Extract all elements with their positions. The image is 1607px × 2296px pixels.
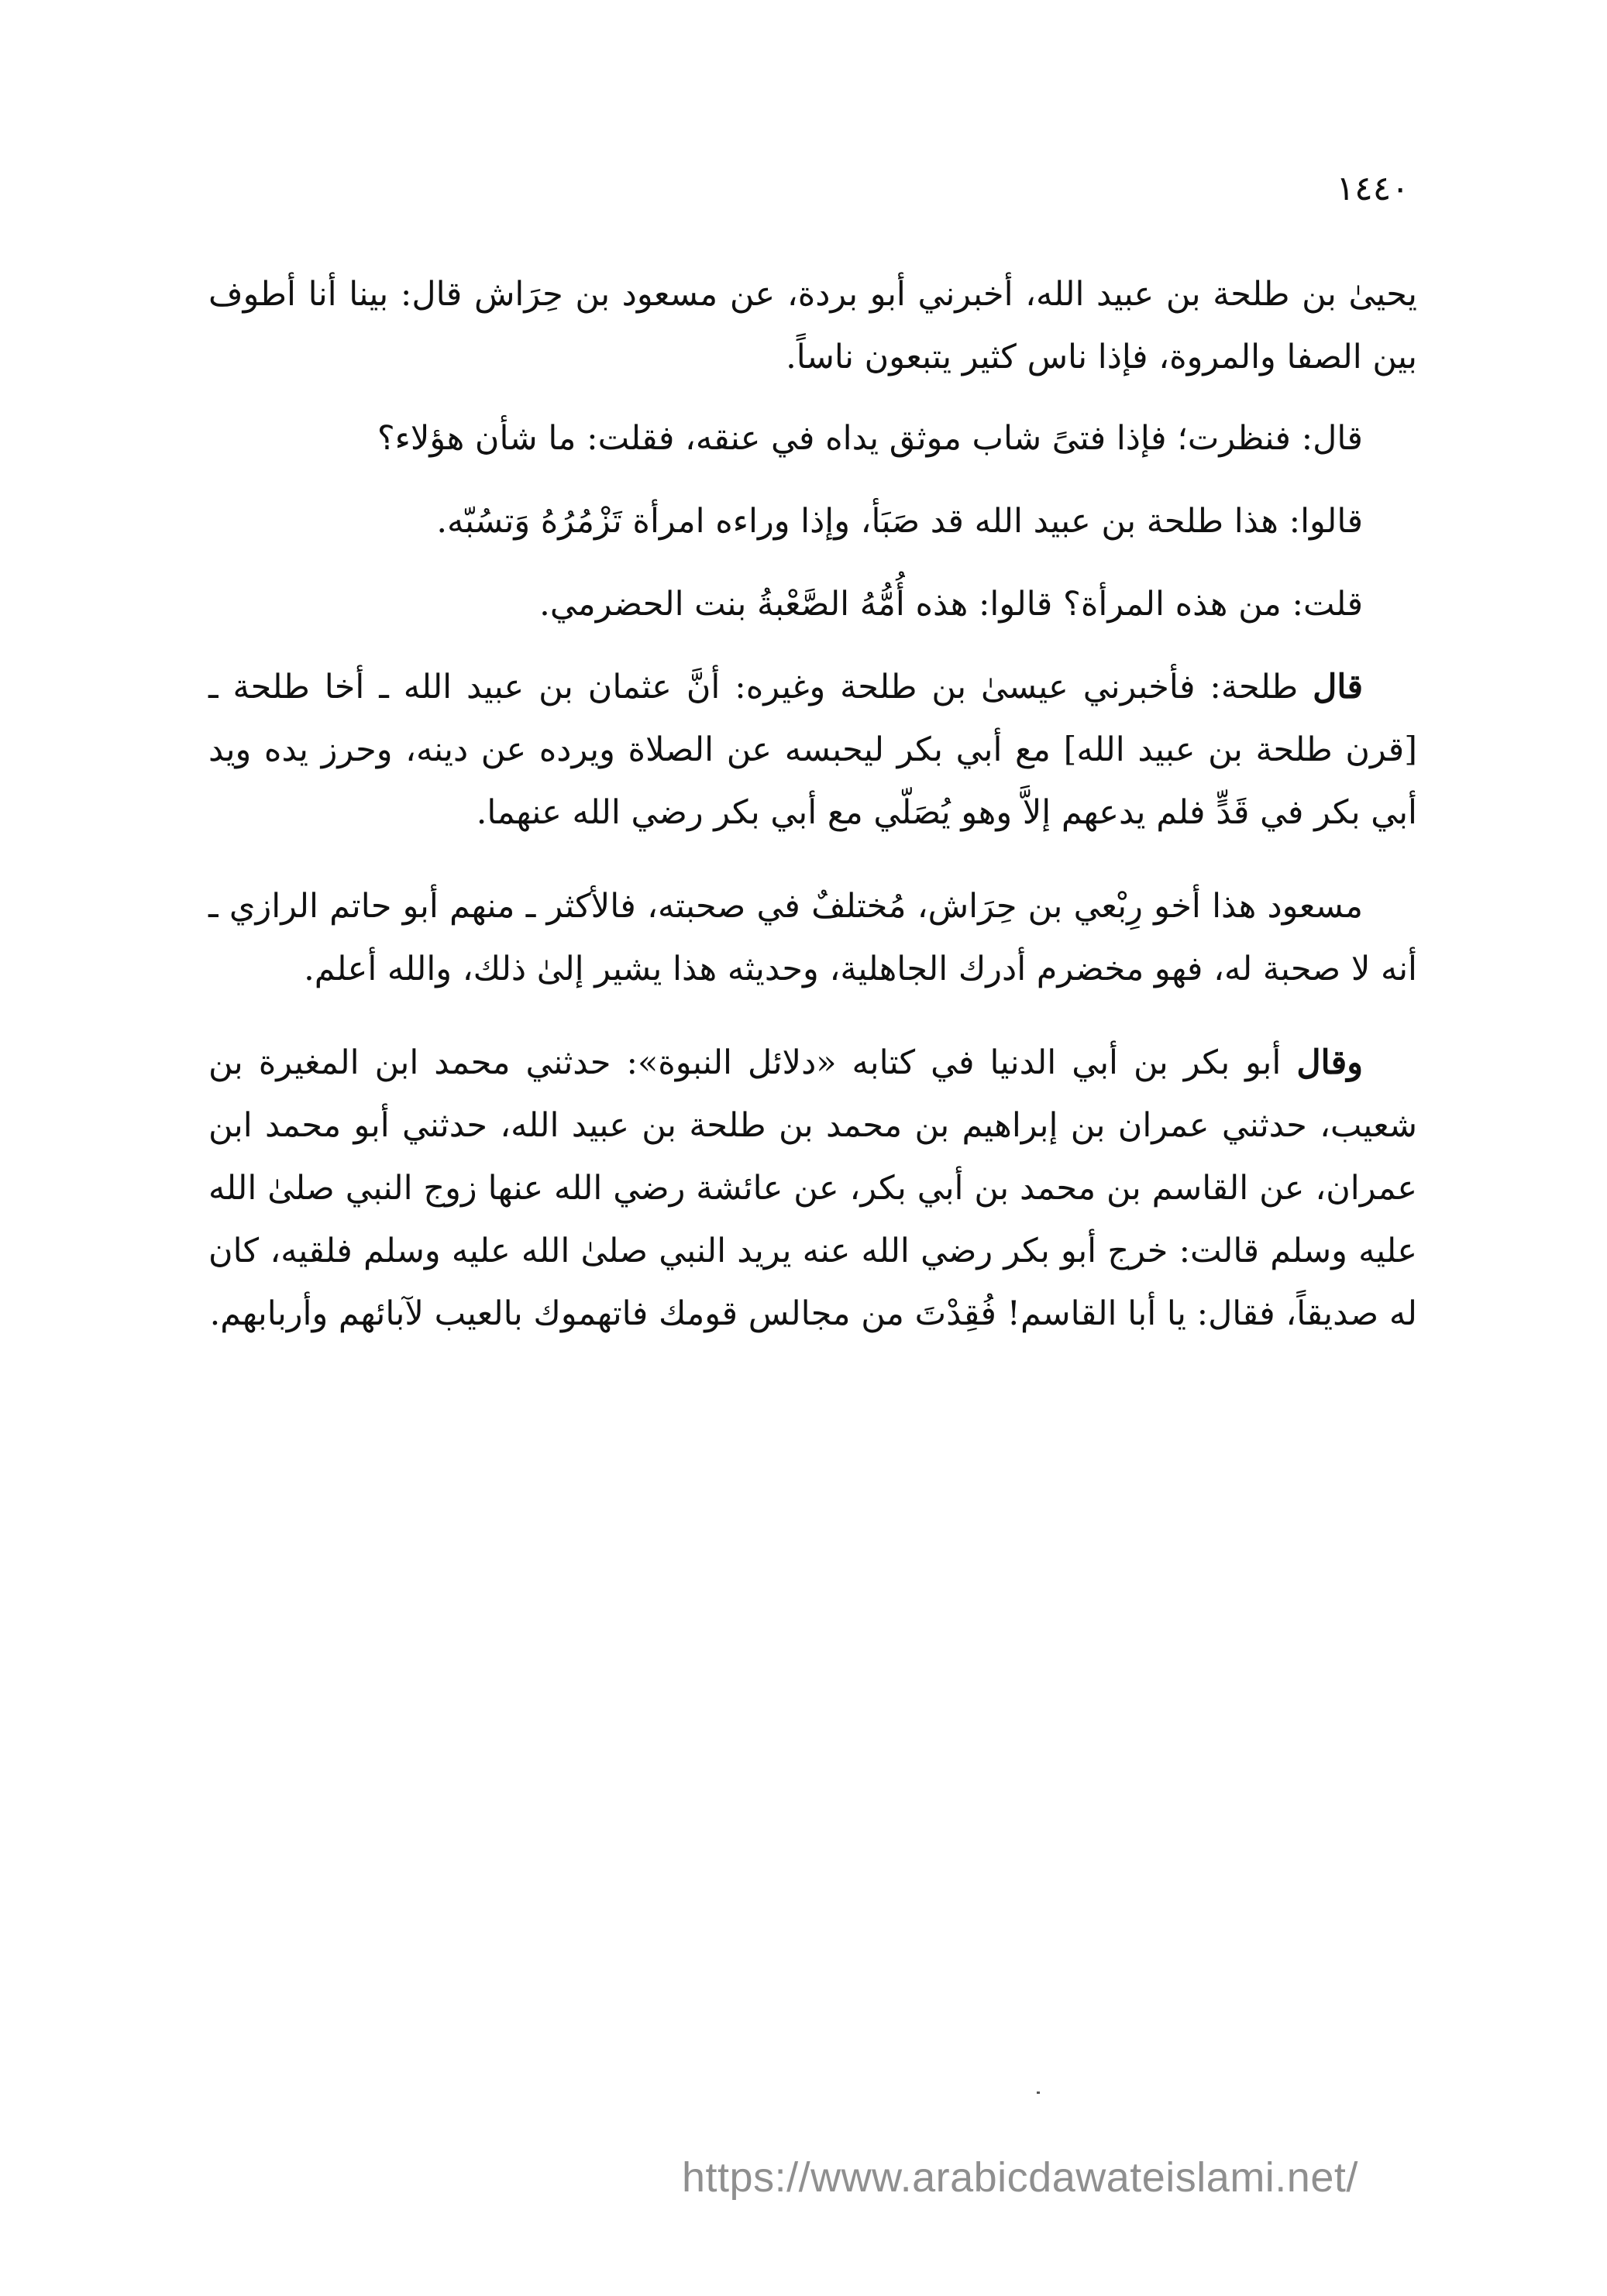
paragraph-3-text: قالوا: هذا طلحة بن عبيد الله قد صَبَأ، وإذا وراءه امرأة تَزْمُرُهُ وَتسُبّه. — [436, 502, 1363, 541]
page-number: ١٤٤٠ — [1336, 169, 1409, 208]
paragraph-4-text: قلت: من هذه المرأة؟ قالوا: هذه أُمُّهُ الصَّعْبةُ بنت الحضرمي. — [539, 585, 1363, 624]
paragraph-7 — [208, 1032, 1417, 1346]
paragraph-7-lead: وقال — [1296, 1043, 1363, 1082]
watermark-url: https://www.arabicdawateislami.net/ — [682, 2154, 1358, 2201]
paragraph-2-text: قال: فنظرت؛ فإذا فتىً شاب موثق يداه في عنقه، فقلت: ما شأن هؤلاء؟ — [377, 419, 1363, 458]
paragraph-5-lead: قال — [1313, 668, 1363, 706]
paragraph-3 — [208, 490, 1417, 553]
paragraph-2 — [208, 407, 1417, 470]
paragraph-1 — [208, 263, 1417, 389]
paragraph-7-text: أبو بكر بن أبي الدنيا في كتابه «دلائل النبوة»: حدثني محمد ابن المغيرة بن شعيب، حدثني عمران بن إبراهيم بن محمد بن طلحة بن عبيد الله، حدثني أبو محمد ابن عمران، عن القاسم بن محمد بن أبي بكر، عن عائشة رضي الله عنها زوج النبي صلىٰ الله عليه وسلم قالت: خرج أبو بكر رضي الله عنه يريد النبي صلىٰ الله عليه وسلم فلقيه، كان له صديقاً، فقال: يا أبا القاسم! فُقِدْتَ من مجالس قومك فاتهموك بالعيب لآبائهم وأربابهم. — [208, 1043, 1417, 1333]
paragraph-1-text: يحيىٰ بن طلحة بن عبيد الله، أخبرني أبو بردة، عن مسعود بن حِرَاش قال: بينا أنا أطوف بين الصفا والمروة، فإذا ناس كثير يتبعون ناساً. — [208, 275, 1417, 376]
paragraph-5 — [208, 656, 1417, 844]
paragraph-4 — [208, 573, 1417, 636]
scan-speck — [1037, 2091, 1040, 2094]
body-text — [208, 263, 1417, 1366]
paragraph-6-text: مسعود هذا أخو رِبْعي بن حِرَاش، مُختلفٌ في صحبته، فالأكثر ـ منهم أبو حاتم الرازي ـ أنه لا صحبة له، فهو مخضرم أدرك الجاهلية، وحديثه هذا يشير إلىٰ ذلك، والله أعلم. — [208, 887, 1417, 988]
paragraph-6 — [208, 875, 1417, 1001]
paragraph-5-text: طلحة: فأخبرني عيسىٰ بن طلحة وغيره: أنَّ عثمان بن عبيد الله ـ أخا طلحة ـ [قرن طلحة بن عبيد الله] مع أبي بكر ليحبسه عن الصلاة ويرده عن دينه، وحرز يده ويد أبي بكر في قَدٍّ فلم يدعهم إلاَّ وهو يُصَلّي مع أبي بكر رضي الله عنهما. — [208, 668, 1417, 832]
